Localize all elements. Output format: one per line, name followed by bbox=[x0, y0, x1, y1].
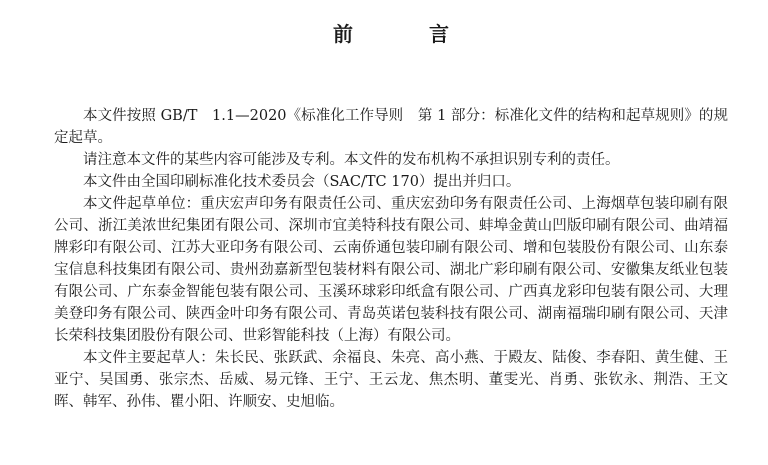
paragraph-drafting-rules: 本文件按照 GB/T 1.1—2020《标准化工作导则 第 1 部分：标准化文件的结构和起草规则》的规定起草。 bbox=[54, 108, 728, 146]
paragraph-patent-notice: 请注意本文件的某些内容可能涉及专利。本文件的发布机构不承担识别专利的责任。 bbox=[83, 152, 620, 168]
paragraph-drafting-units: 本文件起草单位：重庆宏声印务有限责任公司、重庆宏劲印务有限责任公司、上海烟草包装印刷有限公司、浙江美浓世纪集团有限公司、深圳市宜美特科技有限公司、蚌埠金黄山凹版印刷有限公司、曲靖福牌彩印有限公司、江苏大亚印务有限公司、云南侨通包装印刷有限公司、增和包装股份有限公司、山东泰宝信息科技集团有限公司、贵州劲嘉新型包装材料有限公司、湖北广彩印刷有限公司、安徽集友纸业包装有限公司、广东泰金智能包装有限公司、玉溪环球彩印纸盒有限公司、广西真龙彩印包装有限公司、大理美登印务有限公司、陕西金叶印务有限公司、青岛英诺包装科技有限公司、湖南福瑞印刷有限公司、天津长荣科技集团股份有限公司、世彩智能科技（上海）有限公司。 bbox=[54, 196, 728, 344]
paragraph-drafters: 本文件主要起草人：朱长民、张跃武、余福良、朱亮、高小燕、于殿友、陆俊、李春阳、黄生健、王亚宁、吴国勇、张宗杰、岳威、易元锋、王宁、王云龙、焦杰明、董雯光、肖勇、张钦永、荆浩、王文晖、韩军、孙伟、瞿小阳、许顺安、史旭临。 bbox=[54, 350, 728, 410]
page-title: 前 言 bbox=[333, 22, 477, 46]
document-body bbox=[54, 105, 728, 413]
paragraph-proposer: 本文件由全国印刷标准化技术委员会（SAC/TC 170）提出并归口。 bbox=[83, 174, 521, 190]
